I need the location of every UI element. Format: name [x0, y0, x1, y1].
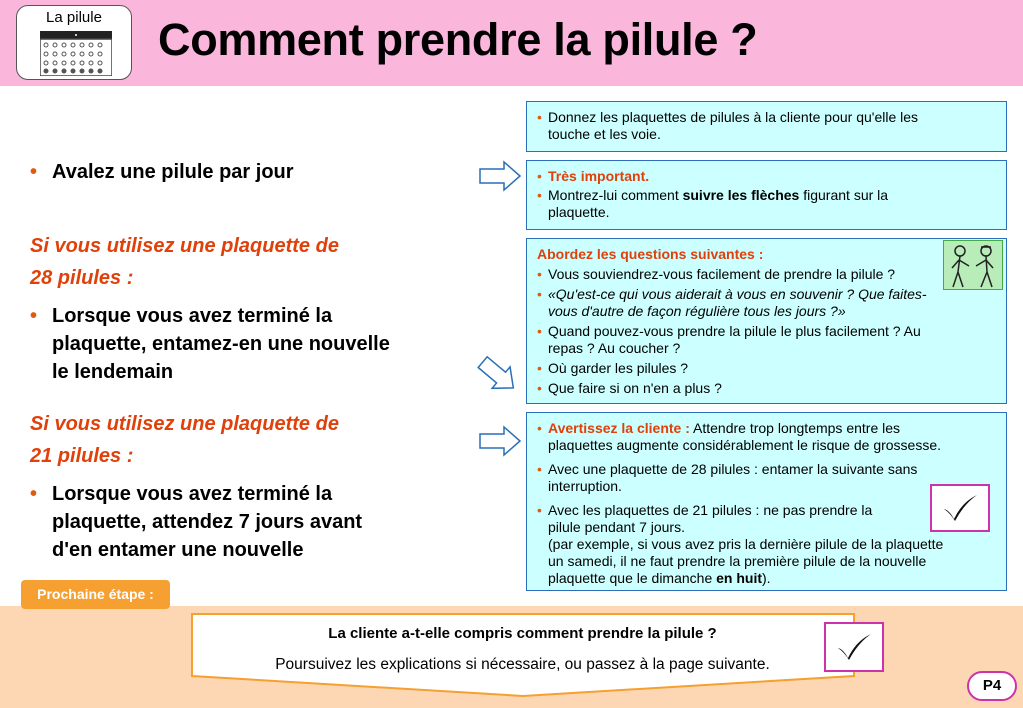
heading-28-line1: Si vous utilisez une plaquette de: [30, 235, 339, 257]
footer-question: La cliente a-t-elle compris comment prendre la pilule ?: [328, 625, 717, 642]
box2-important: Très important.: [548, 168, 650, 184]
box3-q5: Que faire si on n'en a plus ?: [548, 380, 722, 396]
logo-box: [16, 5, 132, 80]
box3-heading: Abordez les questions suivantes :: [537, 246, 764, 262]
heading-28-line2: 28 pilules :: [30, 267, 134, 289]
checkmark-icon: [940, 492, 980, 524]
bullet28-line3: le lendemain: [52, 361, 174, 383]
box1-line1: Donnez les plaquettes de pilules à la cliente pour qu'elle les: [548, 109, 919, 125]
box3-q2-line2: vous d'autre de façon régulière tous les jours ?»: [548, 303, 846, 319]
arrow-icon: [478, 425, 522, 457]
box2-show-bold: suivre les flèches: [682, 187, 800, 203]
page-title: Comment prendre la pilule ?: [158, 14, 758, 65]
logo-label: La pilule: [46, 9, 102, 26]
box2-show-post: figurant sur la: [799, 187, 889, 203]
box4-p28-line1: Avec une plaquette de 28 pilules : entamer la suivante sans: [548, 461, 918, 477]
pill-pack-icon: [40, 31, 112, 76]
checkbox-understood[interactable]: [824, 622, 884, 672]
box4-warn-line2: plaquettes augmente considérablement le risque de grossesse.: [548, 437, 942, 453]
page-number-button[interactable]: P4: [967, 671, 1017, 701]
box4-ex-line3-pre: plaquette que le dimanche: [548, 570, 717, 586]
box3-q4: Où garder les pilules ?: [548, 360, 689, 376]
box4-ex-line3-post: ).: [762, 570, 771, 586]
bullet21-line3: d'en entamer une nouvelle: [52, 539, 304, 561]
box4-ex-line2: un samedi, il ne faut prendre la première pilule de la nouvelle: [548, 553, 927, 569]
next-step-label: Prochaine étape :: [21, 580, 170, 609]
bullet1-text: Avalez une pilule par jour: [52, 161, 294, 183]
two-people-talking-icon: [943, 240, 1003, 290]
heading-21-line2: 21 pilules :: [30, 445, 134, 467]
checkmark-icon: [834, 631, 874, 663]
box-show-packs: • Donnez les plaquettes de pilules à la cliente pour qu'elle les touche et les voie.: [526, 101, 1007, 152]
bullet28-line1: Lorsque vous avez terminé la: [52, 305, 333, 327]
box4-ex-line3-bold: en huit: [716, 570, 763, 586]
box1-line2: touche et les voie.: [548, 126, 661, 142]
box2-show-line2: plaquette.: [548, 204, 610, 220]
bullet28-line2: plaquette, entamez-en une nouvelle: [52, 333, 390, 355]
box4-ex-line1: (par exemple, si vous avez pris la dernière pilule de la plaquette: [548, 536, 944, 552]
footer-instruction: Poursuivez les explications si nécessaire, ou passez à la page suivante.: [275, 656, 770, 673]
section-21-pills: [30, 408, 460, 564]
box4-p21-line1: Avec les plaquettes de 21 pilules : ne pas prendre la: [548, 502, 873, 518]
box4-warn-text: Attendre trop longtemps entre les: [689, 420, 901, 436]
arrow-icon: [476, 355, 520, 395]
box3-q1: Vous souviendrez-vous facilement de prendre la pilule ?: [548, 266, 896, 282]
section-28-pills: [30, 230, 460, 386]
bullet-one-pill-per-day: • Avalez une pilule par jour: [30, 161, 294, 183]
bullet-28: • Lorsque vous avez terminé la plaquette, entamez-en une nouvelle le lendemain: [30, 302, 460, 386]
box-warnings: • Avertissez la cliente : Attendre trop longtemps entre les plaquettes augmente considérablement le risque de grossesse. • Avec une plaquette de 28 pilules : entamer la suivante sans interruption. • Avec les plaquettes de 21 pilules : ne pas prendre la pilule pendant 7 jours. (par exemple, si vous avez pris la dernière pilule de la plaquette un samedi, il ne faut prendre la première pilule de la nouvelle plaquette que le dimanche en huit).: [526, 412, 1007, 591]
checkbox-warnings[interactable]: [930, 484, 990, 532]
box3-q3-line1: Quand pouvez-vous prendre la pilule le plus facilement ? Au: [548, 323, 921, 339]
box3-q2-line1: «Qu'est-ce qui vous aiderait à vous en souvenir ? Que faites-: [548, 286, 927, 302]
bullet-21: • Lorsque vous avez terminé la plaquette, attendez 7 jours avant d'en entamer une nouvelle: [30, 480, 460, 564]
bullet21-line2: plaquette, attendez 7 jours avant: [52, 511, 363, 533]
box4-p28-line2: interruption.: [548, 478, 622, 494]
box4-p21-line2: pilule pendant 7 jours.: [548, 519, 685, 535]
heading-21-line1: Si vous utilisez une plaquette de: [30, 413, 339, 435]
arrow-icon: [478, 160, 522, 192]
bullet21-line1: Lorsque vous avez terminé la: [52, 483, 333, 505]
box-follow-arrows: • Très important. • Montrez-lui comment suivre les flèches figurant sur la plaquette.: [526, 160, 1007, 230]
box4-warn-label: Avertissez la cliente :: [548, 420, 690, 436]
box3-q3-line2: repas ? Au coucher ?: [548, 340, 681, 356]
box-questions: Abordez les questions suivantes : • Vous souviendrez-vous facilement de prendre la pilule ? • «Qu'est-ce qui vous aiderait à vous en souvenir ? Que faites- vous d'autre de façon régulière tous les jours ?» • Quand pouvez-vous prendre la pilule le plus facilement ? Au repas ? Au coucher ? • Où garder les pilules ? • Que faire si on n'en a plus ?: [526, 238, 1007, 404]
box2-show-pre: Montrez-lui comment: [548, 187, 683, 203]
